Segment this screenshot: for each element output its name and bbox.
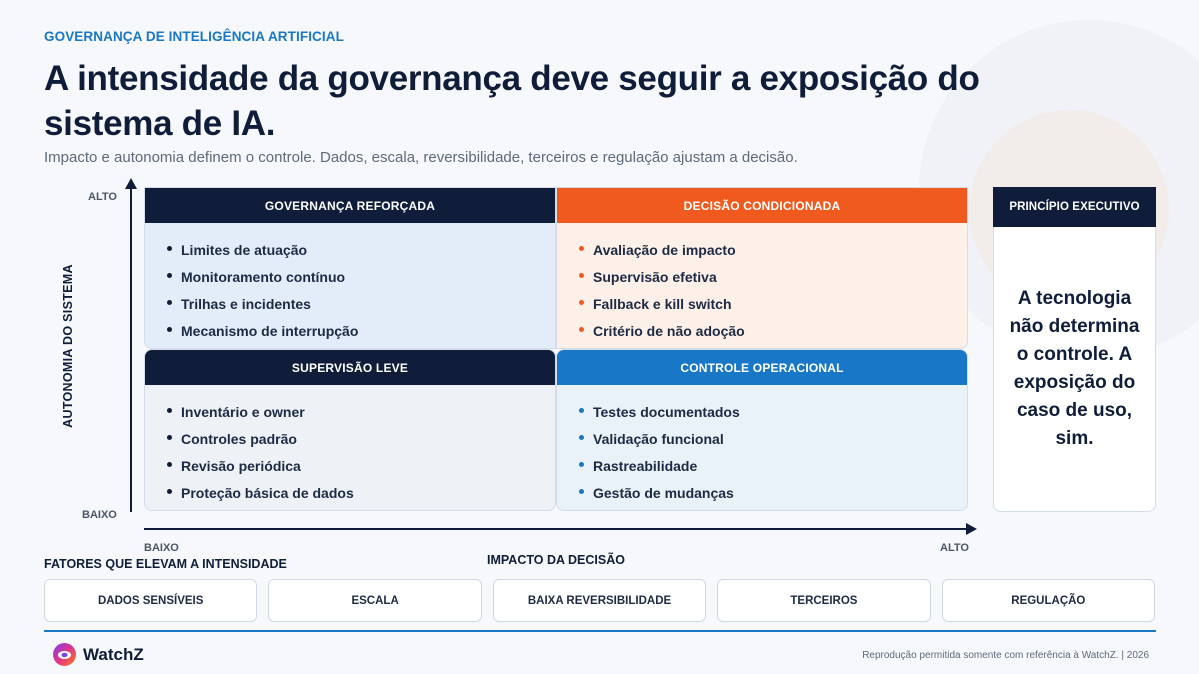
footer-note: Reprodução permitida somente com referência à WatchZ. | 2026: [862, 650, 1149, 661]
factor-chip: TERCEIROS: [717, 579, 930, 622]
x-axis-line: [144, 528, 968, 530]
quadrant-controle-operacional: [556, 349, 968, 511]
quadrant-list: [145, 385, 555, 510]
watchz-logo-icon: [52, 642, 77, 667]
eyebrow-label: GOVERNANÇA DE INTELIGÊNCIA ARTIFICIAL: [44, 29, 344, 44]
factors-row: [44, 579, 1155, 622]
list-item: Trilhas e incidentes: [165, 294, 555, 321]
quadrant-governanca-reforcada: [144, 187, 556, 349]
list-item: Controles padrão: [165, 429, 555, 456]
factor-chip: DADOS SENSÍVEIS: [44, 579, 257, 622]
x-axis-arrowhead: [966, 523, 977, 535]
footer-divider: [44, 630, 1156, 632]
list-item: Avaliação de impacto: [577, 240, 967, 267]
list-item: Fallback e kill switch: [577, 294, 967, 321]
quadrant-title: CONTROLE OPERACIONAL: [557, 350, 967, 385]
quadrant-list: [145, 223, 555, 348]
list-item: Proteção básica de dados: [165, 483, 555, 510]
list-item: Inventário e owner: [165, 402, 555, 429]
factor-chip: REGULAÇÃO: [942, 579, 1155, 622]
quadrant-title: GOVERNANÇA REFORÇADA: [145, 188, 555, 223]
x-axis-title: IMPACTO DA DECISÃO: [487, 553, 625, 567]
quadrant-title: SUPERVISÃO LEVE: [145, 350, 555, 385]
page-subtitle: Impacto e autonomia definem o controle. Dados, escala, reversibilidade, terceiros e regulação ajustam a decisão.: [44, 149, 798, 166]
y-axis-low-label: BAIXO: [82, 509, 117, 521]
list-item: Monitoramento contínuo: [165, 267, 555, 294]
brand-name: WatchZ: [83, 644, 144, 664]
list-item: Validação funcional: [577, 429, 967, 456]
principle-card: [993, 187, 1156, 512]
principle-title: PRINCÍPIO EXECUTIVO: [993, 187, 1156, 227]
list-item: Limites de atuação: [165, 240, 555, 267]
list-item: Rastreabilidade: [577, 456, 967, 483]
list-item: Mecanismo de interrupção: [165, 321, 555, 348]
factor-chip: BAIXA REVERSIBILIDADE: [493, 579, 706, 622]
y-axis-line: [130, 186, 132, 512]
principle-body: [993, 227, 1156, 512]
quadrant-supervisao-leve: [144, 349, 556, 511]
list-item: Supervisão efetiva: [577, 267, 967, 294]
x-axis-low-label: BAIXO: [144, 542, 179, 554]
factors-label: FATORES QUE ELEVAM A INTENSIDADE: [44, 557, 287, 571]
factor-chip: ESCALA: [268, 579, 481, 622]
list-item: Testes documentados: [577, 402, 967, 429]
brand-logo: [52, 642, 144, 667]
page-title: A intensidade da governança deve seguir a exposição do sistema de IA.: [44, 59, 980, 143]
list-item: Critério de não adoção: [577, 321, 967, 348]
quadrant-list: [557, 223, 967, 348]
y-axis-high-label: ALTO: [88, 191, 117, 203]
quadrant-decisao-condicionada: [556, 187, 968, 349]
quadrant-title: DECISÃO CONDICIONADA: [557, 188, 967, 223]
list-item: Gestão de mudanças: [577, 483, 967, 510]
list-item: Revisão periódica: [165, 456, 555, 483]
principle-statement: A tecnologia não determina o controle. A exposição do caso de uso, sim.: [1009, 288, 1140, 449]
quadrant-list: [557, 385, 967, 510]
x-axis-high-label: ALTO: [940, 542, 969, 554]
